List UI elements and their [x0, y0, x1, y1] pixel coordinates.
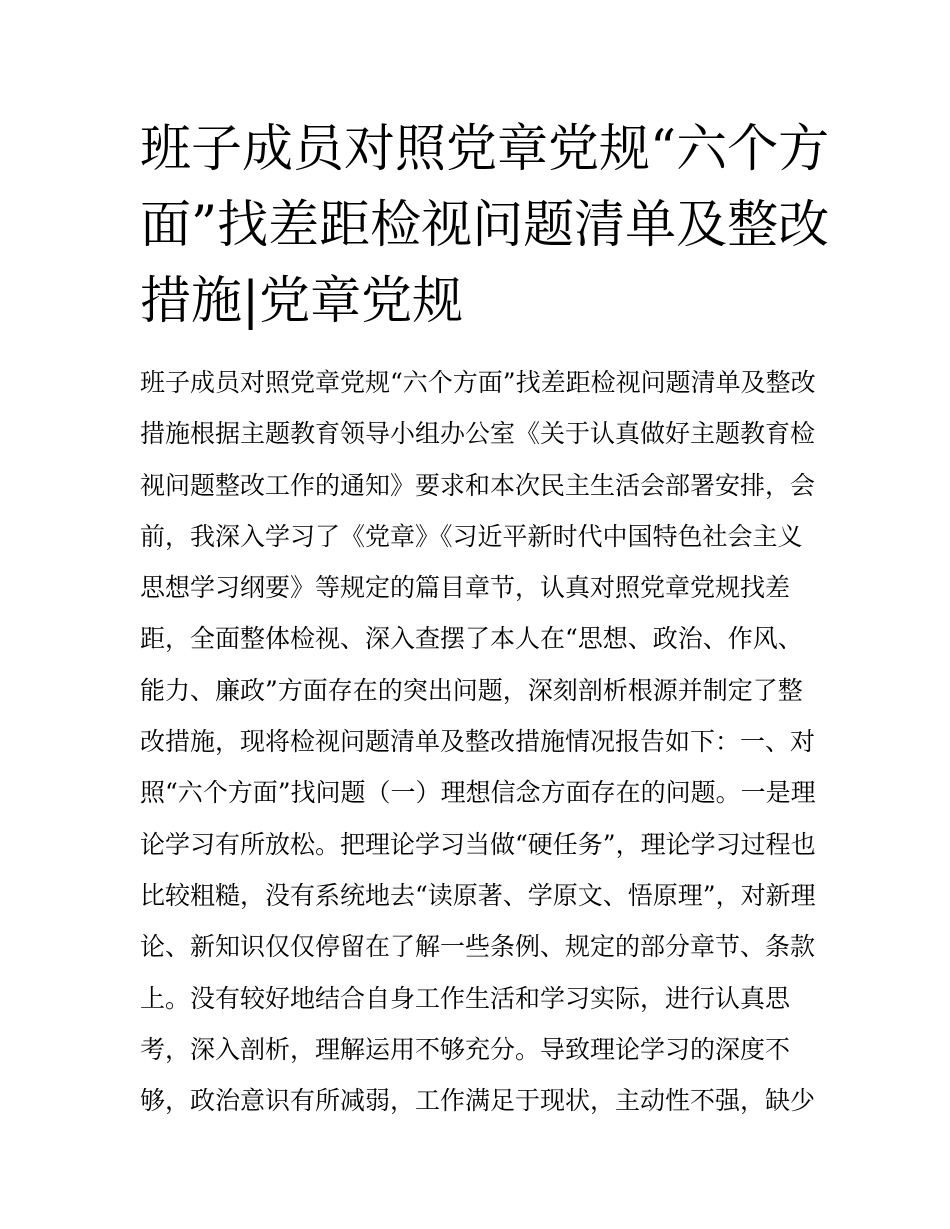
- body-line: 前，我深入学习了《党章》《习近平新时代中国特色社会主义: [140, 521, 803, 551]
- body-line: 班子成员对照党章党规“六个方面”找差距检视问题清单及整改: [140, 368, 816, 397]
- body-line: 论学习有所放松。把理论学习当做“硬任务”，理论学习过程也: [140, 829, 816, 859]
- body-line: 能力、廉政”方面存在的突出问题，深刻剖析根源并制定了整: [140, 675, 803, 705]
- body-line: 距，全面整体检视、深入查摆了本人在“思想、政治、作风、: [140, 624, 803, 654]
- title-line: 面”找差距检视问题清单及整改: [140, 196, 830, 255]
- body-line: 思想学习纲要》等规定的篇目章节，认真对照党章党规找差: [140, 573, 791, 603]
- body-line: 照“六个方面”找问题（一）理想信念方面存在的问题。一是理: [140, 778, 816, 808]
- body-line: 考，深入剖析，理解运用不够充分。导致理论学习的深度不: [140, 1034, 791, 1064]
- body-line: 改措施，现将检视问题清单及整改措施情况报告如下：一、对: [140, 727, 816, 757]
- body-line: 视问题整改工作的通知》要求和本次民主生活会部署安排，会: [140, 470, 816, 500]
- document-body: [140, 357, 820, 1126]
- body-line: 比较粗糙，没有系统地去“读原著、学原文、悟原理”，对新理: [140, 880, 816, 910]
- body-line: 上。没有较好地结合自身工作生活和学习实际，进行认真思: [140, 983, 791, 1013]
- body-line: 够，政治意识有所减弱，工作满足于现状，主动性不强，缺少: [140, 1086, 816, 1116]
- title-line: 班子成员对照党章党规“六个方: [140, 120, 830, 179]
- document-title: [140, 112, 830, 340]
- body-line: 论、新知识仅仅停留在了解一些条例、规定的部分章节、条款: [140, 932, 816, 962]
- body-line: 措施根据主题教育领导小组办公室《关于认真做好主题教育检: [140, 419, 816, 449]
- title-line: 措施|党章党规: [140, 272, 464, 331]
